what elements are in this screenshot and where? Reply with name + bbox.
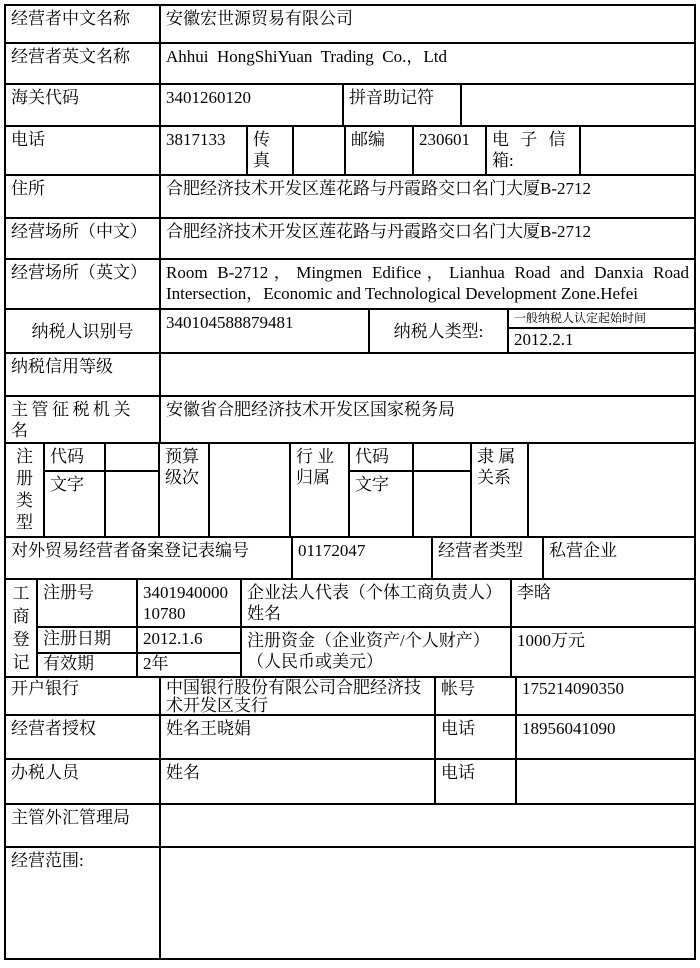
premise-en-value: Room B-2712，Mingmen Edifice，Lianhua Road and Danxia Road Intersection，Economic and Technological Development Zone.Hefei: [166, 263, 689, 303]
row-foreign-trade-record: [6, 538, 694, 580]
en-name-value: Ahhui HongShiYuan Trading Co.，Ltd: [166, 47, 447, 66]
fax-value: [294, 127, 346, 174]
reg-date-value: 2012.1.6: [138, 628, 242, 652]
taxpayer-id-label: 纳税人识别号: [6, 310, 161, 352]
general-taxpayer-start-value: 2012.2.1: [514, 330, 574, 349]
business-registration-body: [38, 580, 694, 676]
operator-auth-tel-label: 电话: [436, 716, 517, 758]
row-premise-cn: [6, 219, 694, 260]
en-name-label: 经营者英文名称: [6, 44, 161, 83]
premise-cn-value: 合肥经济技术开发区莲花路与丹霞路交口名门大厦B-2712: [166, 222, 591, 241]
tax-authority-value: 安徽省合肥经济技术开发区国家税务局: [166, 400, 455, 419]
legal-rep-value: 李晗: [517, 583, 551, 602]
pinyin-value: [462, 85, 694, 125]
taxpayer-id-value: 340104588879481: [161, 310, 370, 352]
registration-type-group-label: 注册类型: [6, 444, 45, 536]
tax-staff-label: 办税人员: [6, 760, 161, 803]
row-tax-credit: [6, 354, 694, 397]
legal-rep-label: 企业法人代表（个体工商负责人）姓名: [242, 580, 512, 626]
affiliation-value: [529, 444, 694, 536]
industry-code-label: 代码: [350, 444, 414, 470]
customs-code-value: 3401260120: [161, 85, 344, 125]
bank-value: 中国银行股份有限公司合肥经济技术开发区支行: [161, 678, 436, 714]
industry-text-label: 文字: [350, 472, 414, 536]
taxpayer-type-value-group: [509, 310, 694, 352]
account-label: 帐号: [436, 678, 517, 714]
fax-label: 传真: [248, 127, 294, 174]
reg-code-label: 代码: [45, 444, 106, 470]
reg-text-label: 文字: [45, 472, 106, 536]
address-value: 合肥经济技术开发区莲花路与丹霞路交口名门大厦B-2712: [166, 179, 591, 198]
operator-auth-tel-value: 18956041090: [522, 719, 616, 738]
pinyin-label: 拼音助记符: [344, 85, 462, 125]
row-bank: [6, 678, 694, 716]
tax-staff-tel-value: [517, 760, 694, 803]
industry-label: 行 业归属: [291, 444, 350, 536]
row-operator-auth: [6, 716, 694, 760]
row-tax-authority: [6, 397, 694, 444]
row-business-scope: [6, 848, 694, 958]
account-value: 175214090350: [522, 679, 624, 698]
row-phone: [6, 127, 694, 176]
reg-text-value: [106, 472, 158, 536]
reg-code-value: [106, 444, 158, 470]
phone-label: 电话: [6, 127, 161, 174]
registration-type-code-text-group: [45, 444, 160, 536]
business-registration-group-label: 工商登记: [6, 580, 38, 676]
foreign-trade-record-value: 01172047: [293, 538, 433, 578]
business-scope-label: 经营范围:: [6, 848, 161, 958]
address-label: 住所: [6, 176, 161, 217]
business-registration-form: [4, 4, 696, 960]
foreign-trade-record-label: 对外贸易经营者备案登记表编号: [6, 538, 293, 578]
email-value: [581, 127, 694, 174]
reg-date-label: 注册日期: [38, 628, 138, 652]
row-taxpayer-id: [6, 310, 694, 354]
row-tax-staff: [6, 760, 694, 805]
row-customs-code: [6, 85, 694, 127]
premise-en-label: 经营场所（英文）: [6, 260, 161, 308]
row-registration-type: [6, 444, 694, 538]
row-address: [6, 176, 694, 219]
forex-bureau-label: 主管外汇管理局: [6, 805, 161, 846]
industry-code-value: [414, 444, 470, 470]
taxpayer-type-label: 纳税人类型:: [370, 310, 509, 352]
phone-value: 3817133: [161, 127, 248, 174]
tax-credit-value: [161, 354, 694, 395]
customs-code-label: 海关代码: [6, 85, 161, 125]
business-scope-value: [161, 848, 694, 958]
general-taxpayer-start-label: 一般纳税人认定起始时间: [509, 310, 694, 329]
tax-credit-label: 纳税信用等级: [6, 354, 161, 395]
email-label: 电 子 信 箱:: [487, 127, 581, 174]
tax-staff-name: 姓名: [161, 760, 436, 803]
zip-label: 邮编: [346, 127, 414, 174]
tax-authority-label: 主管征税机关名: [6, 397, 161, 442]
row-business-registration: [6, 580, 694, 678]
validity-value: 2年: [138, 654, 242, 676]
cn-name-value: 安徽宏世源贸易有限公司: [166, 9, 353, 28]
forex-bureau-value: [161, 805, 694, 846]
tax-staff-tel-label: 电话: [436, 760, 517, 803]
registered-capital-label: 注册资金（企业资产/个人财产）（人民币或美元）: [242, 628, 512, 676]
industry-text-value: [414, 472, 470, 536]
bank-label: 开户银行: [6, 678, 161, 714]
premise-cn-label: 经营场所（中文）: [6, 219, 161, 258]
row-premise-en: [6, 260, 694, 310]
operator-auth-label: 经营者授权: [6, 716, 161, 758]
validity-label: 有效期: [38, 654, 138, 676]
reg-no-value: 340194000010780: [138, 580, 242, 626]
affiliation-label: 隶 属关系: [472, 444, 529, 536]
industry-code-text-group: [350, 444, 472, 536]
operator-type-value: 私营企业: [549, 541, 617, 560]
reg-no-label: 注册号: [38, 580, 138, 626]
row-forex-bureau: [6, 805, 694, 848]
row-en-name: [6, 44, 694, 85]
reg-date-validity-group: [38, 628, 242, 676]
operator-auth-name: 姓名王晓娟: [161, 716, 436, 758]
budget-level-value: [210, 444, 291, 536]
cn-name-label: 经营者中文名称: [6, 6, 161, 42]
budget-level-label: 预算级次: [160, 444, 210, 536]
row-cn-name: [6, 6, 694, 44]
operator-type-label: 经营者类型: [433, 538, 544, 578]
zip-value: 230601: [414, 127, 487, 174]
registered-capital-value: 1000万元: [517, 631, 585, 650]
